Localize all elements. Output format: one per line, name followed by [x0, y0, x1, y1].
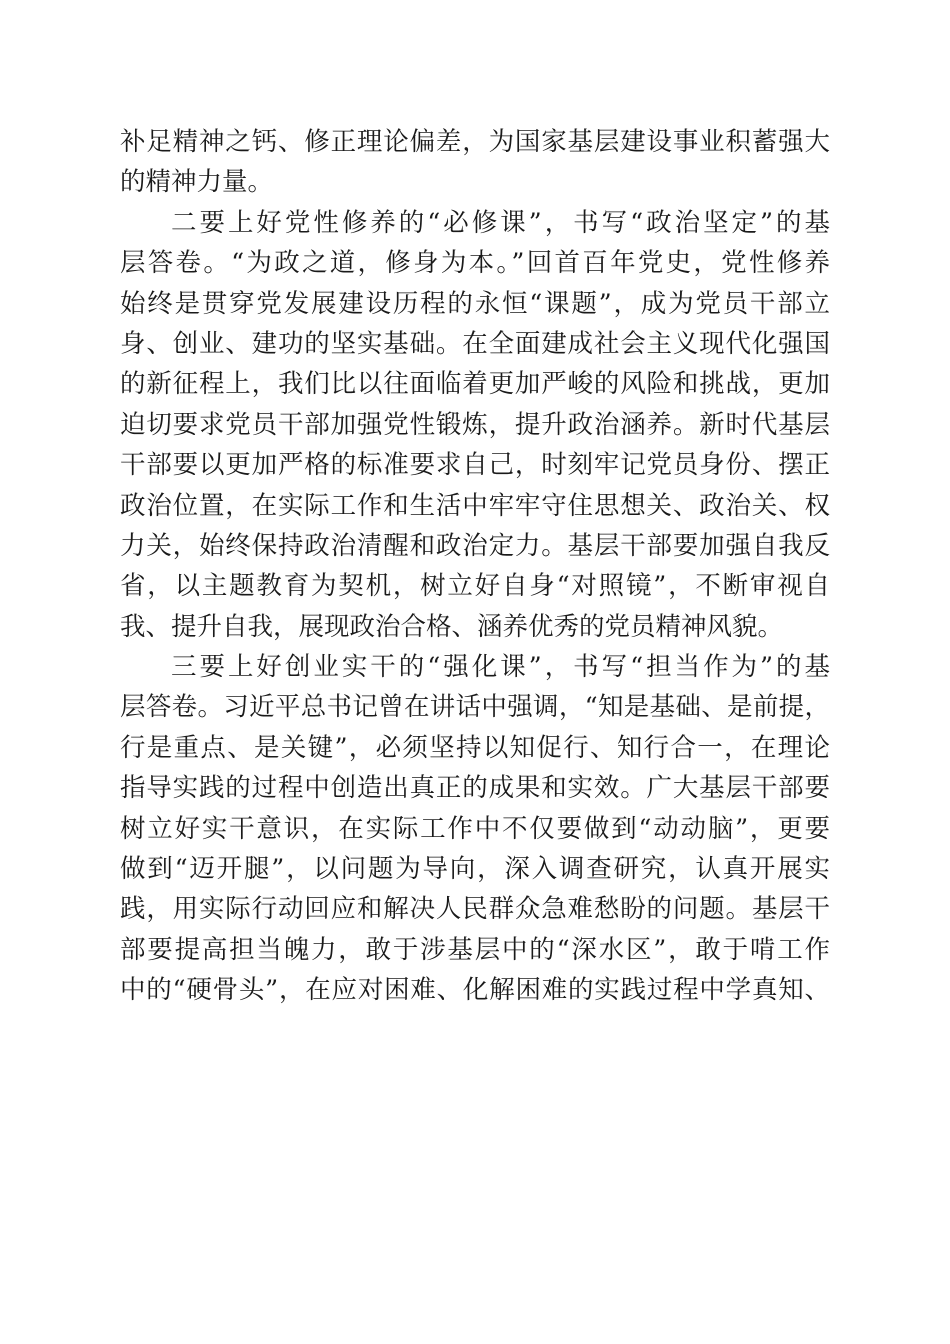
text-line-8: 迫切要求党员干部加强党性锻炼，提升政治涵养。新时代基层: [120, 409, 830, 440]
text-line-10: 政治位置，在实际工作和生活中牢牢守住思想关、政治关、权: [120, 490, 830, 521]
text-line-1: 补足精神之钙、修正理论偏差，为国家基层建设事业积蓄强大: [120, 127, 830, 157]
text-line-21: 部要提高担当魄力，敢于涉基层中的“深水区”，敢于啃工作: [120, 934, 830, 965]
text-line-13: 我、提升自我，展现政治合格、涵养优秀的党员精神风貌。: [120, 611, 784, 642]
text-line-18: 树立好实干意识，在实际工作中不仅要做到“动动脑”，更要: [120, 813, 830, 844]
text-line-7: 的新征程上，我们比以往面临着更加严峻的风险和挑战，更加: [120, 369, 830, 400]
text-line-12: 省，以主题教育为契机，树立好自身“对照镜”，不断审视自: [120, 571, 830, 602]
text-line-22: 中的“硬骨头”，在应对困难、化解困难的实践过程中学真知、: [120, 975, 830, 1006]
text-line-20: 践，用实际行动回应和解决人民群众急难愁盼的问题。基层干: [120, 894, 830, 925]
text-line-11: 力关，始终保持政治清醒和政治定力。基层干部要加强自我反: [120, 530, 830, 561]
text-line-5: 始终是贯穿党发展建设历程的永恒“课题”，成为党员干部立: [120, 288, 830, 319]
text-line-16: 行是重点、是关键”，必须坚持以知促行、知行合一，在理论: [120, 732, 830, 763]
text-line-6: 身、创业、建功的坚实基础。在全面建成社会主义现代化强国: [120, 328, 830, 359]
text-line-2: 的精神力量。: [120, 167, 274, 198]
body-text: [120, 122, 830, 1011]
text-line-15: 层答卷。习近平总书记曾在讲话中强调，“知是基础、是前提，: [120, 692, 830, 723]
text-line-17: 指导实践的过程中创造出真正的成果和实效。广大基层干部要: [120, 773, 830, 804]
paragraph-3-line-1: 三要上好创业实干的“强化课”，书写“担当作为”的基: [171, 652, 830, 683]
text-line-9: 干部要以更加严格的标准要求自己，时刻牢记党员身份、摆正: [120, 450, 830, 481]
text-line-19: 做到“迈开腿”，以问题为导向，深入调查研究，认真开展实: [120, 854, 830, 885]
text-line-4: 层答卷。“为政之道，修身为本。”回首百年党史，党性修养: [120, 248, 830, 279]
paragraph-2-line-1: 二要上好党性修养的“必修课”，书写“政治坚定”的基: [171, 207, 830, 238]
